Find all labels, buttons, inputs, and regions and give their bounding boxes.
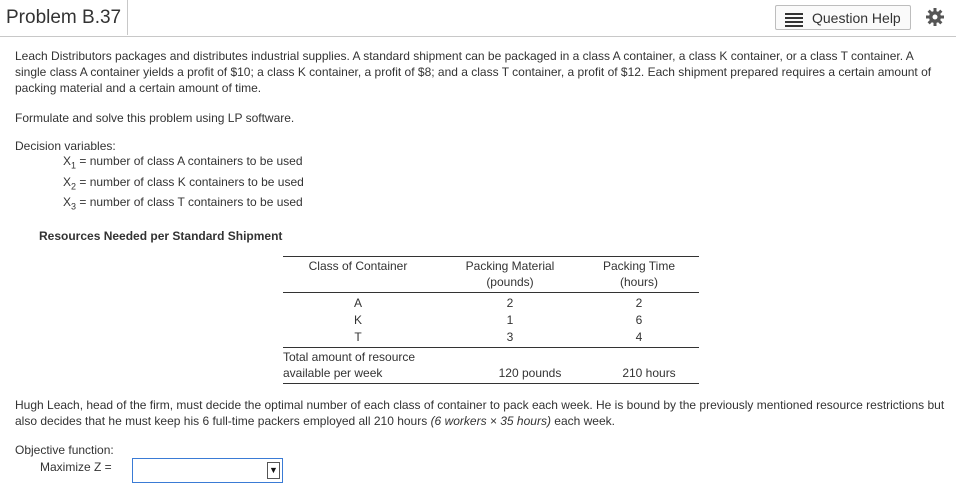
decision-variables-label: Decision variables: <box>15 139 116 153</box>
total-label-2: available per week <box>283 366 383 380</box>
header-material: Packing Material <box>465 259 555 273</box>
objective-label: Objective function: <box>15 443 114 457</box>
variable-x3: $X_3$ = number of class T containers to be used <box>63 195 303 212</box>
header-time-unit: (hours) <box>619 275 658 289</box>
table-bottom-rule <box>283 383 699 384</box>
row-t-class: T <box>354 330 362 344</box>
formulate-instruction: Formulate and solve this problem using LP software. <box>15 111 295 125</box>
problem-intro: Leach Distributors packages and distributes industrial supplies. A standard shipment can be packaged in a class A container, a class K container, or a class T container. A single class A container yields a profit of $10; a class K container, a profit of $8; and a class T container, a profit of $12. Each shipment prepared requires a certain amount of packing material and a certain amount of time. <box>15 49 932 95</box>
total-label-1: Total amount of resource <box>283 350 416 364</box>
resources-table <box>283 256 699 384</box>
table-total-rule <box>283 347 699 348</box>
question-help-button[interactable] <box>775 5 911 30</box>
row-k-class: K <box>353 313 362 327</box>
table-top-rule <box>283 256 699 257</box>
page-title: Problem B.37 <box>0 0 128 35</box>
total-time: 210 hours <box>622 366 676 380</box>
total-material: 120 pounds <box>498 366 562 380</box>
row-t-time: 4 <box>635 330 643 344</box>
header-time: Packing Time <box>602 259 676 273</box>
question-help-label: Question Help <box>812 10 901 26</box>
table-header-rule <box>283 292 699 293</box>
variable-x1: $X_1$ = number of class A containers to be used <box>63 154 303 171</box>
objective-dropdown[interactable] <box>132 458 283 483</box>
row-a-time: 2 <box>635 296 643 310</box>
row-k-material: 1 <box>506 313 514 327</box>
table-title: Resources Needed per Standard Shipment <box>39 229 283 243</box>
gear-icon[interactable] <box>925 7 945 27</box>
maximize-label: Maximize Z = <box>40 460 112 474</box>
row-k-time: 6 <box>635 313 643 327</box>
row-a-material: 2 <box>506 296 514 310</box>
variable-x2: $X_2$ = number of class K containers to be used <box>63 175 304 192</box>
hugh-paragraph: Hugh Leach, head of the firm, must decide the optimal number of each class of container to pack each week. He is bound by the previously mentioned resource restrictions but also decides that he must keep his 6 full-time packers employed all 210 hours (6 workers × 35 hours) each week. <box>15 398 945 428</box>
list-icon <box>785 13 803 29</box>
row-t-material: 3 <box>506 330 514 344</box>
header-material-unit: (pounds) <box>486 275 534 289</box>
header-bar <box>0 0 956 37</box>
header-class: Class of Container <box>308 259 408 273</box>
dropdown-arrow-icon[interactable]: ▼ <box>267 462 280 479</box>
row-a-class: A <box>353 296 362 310</box>
